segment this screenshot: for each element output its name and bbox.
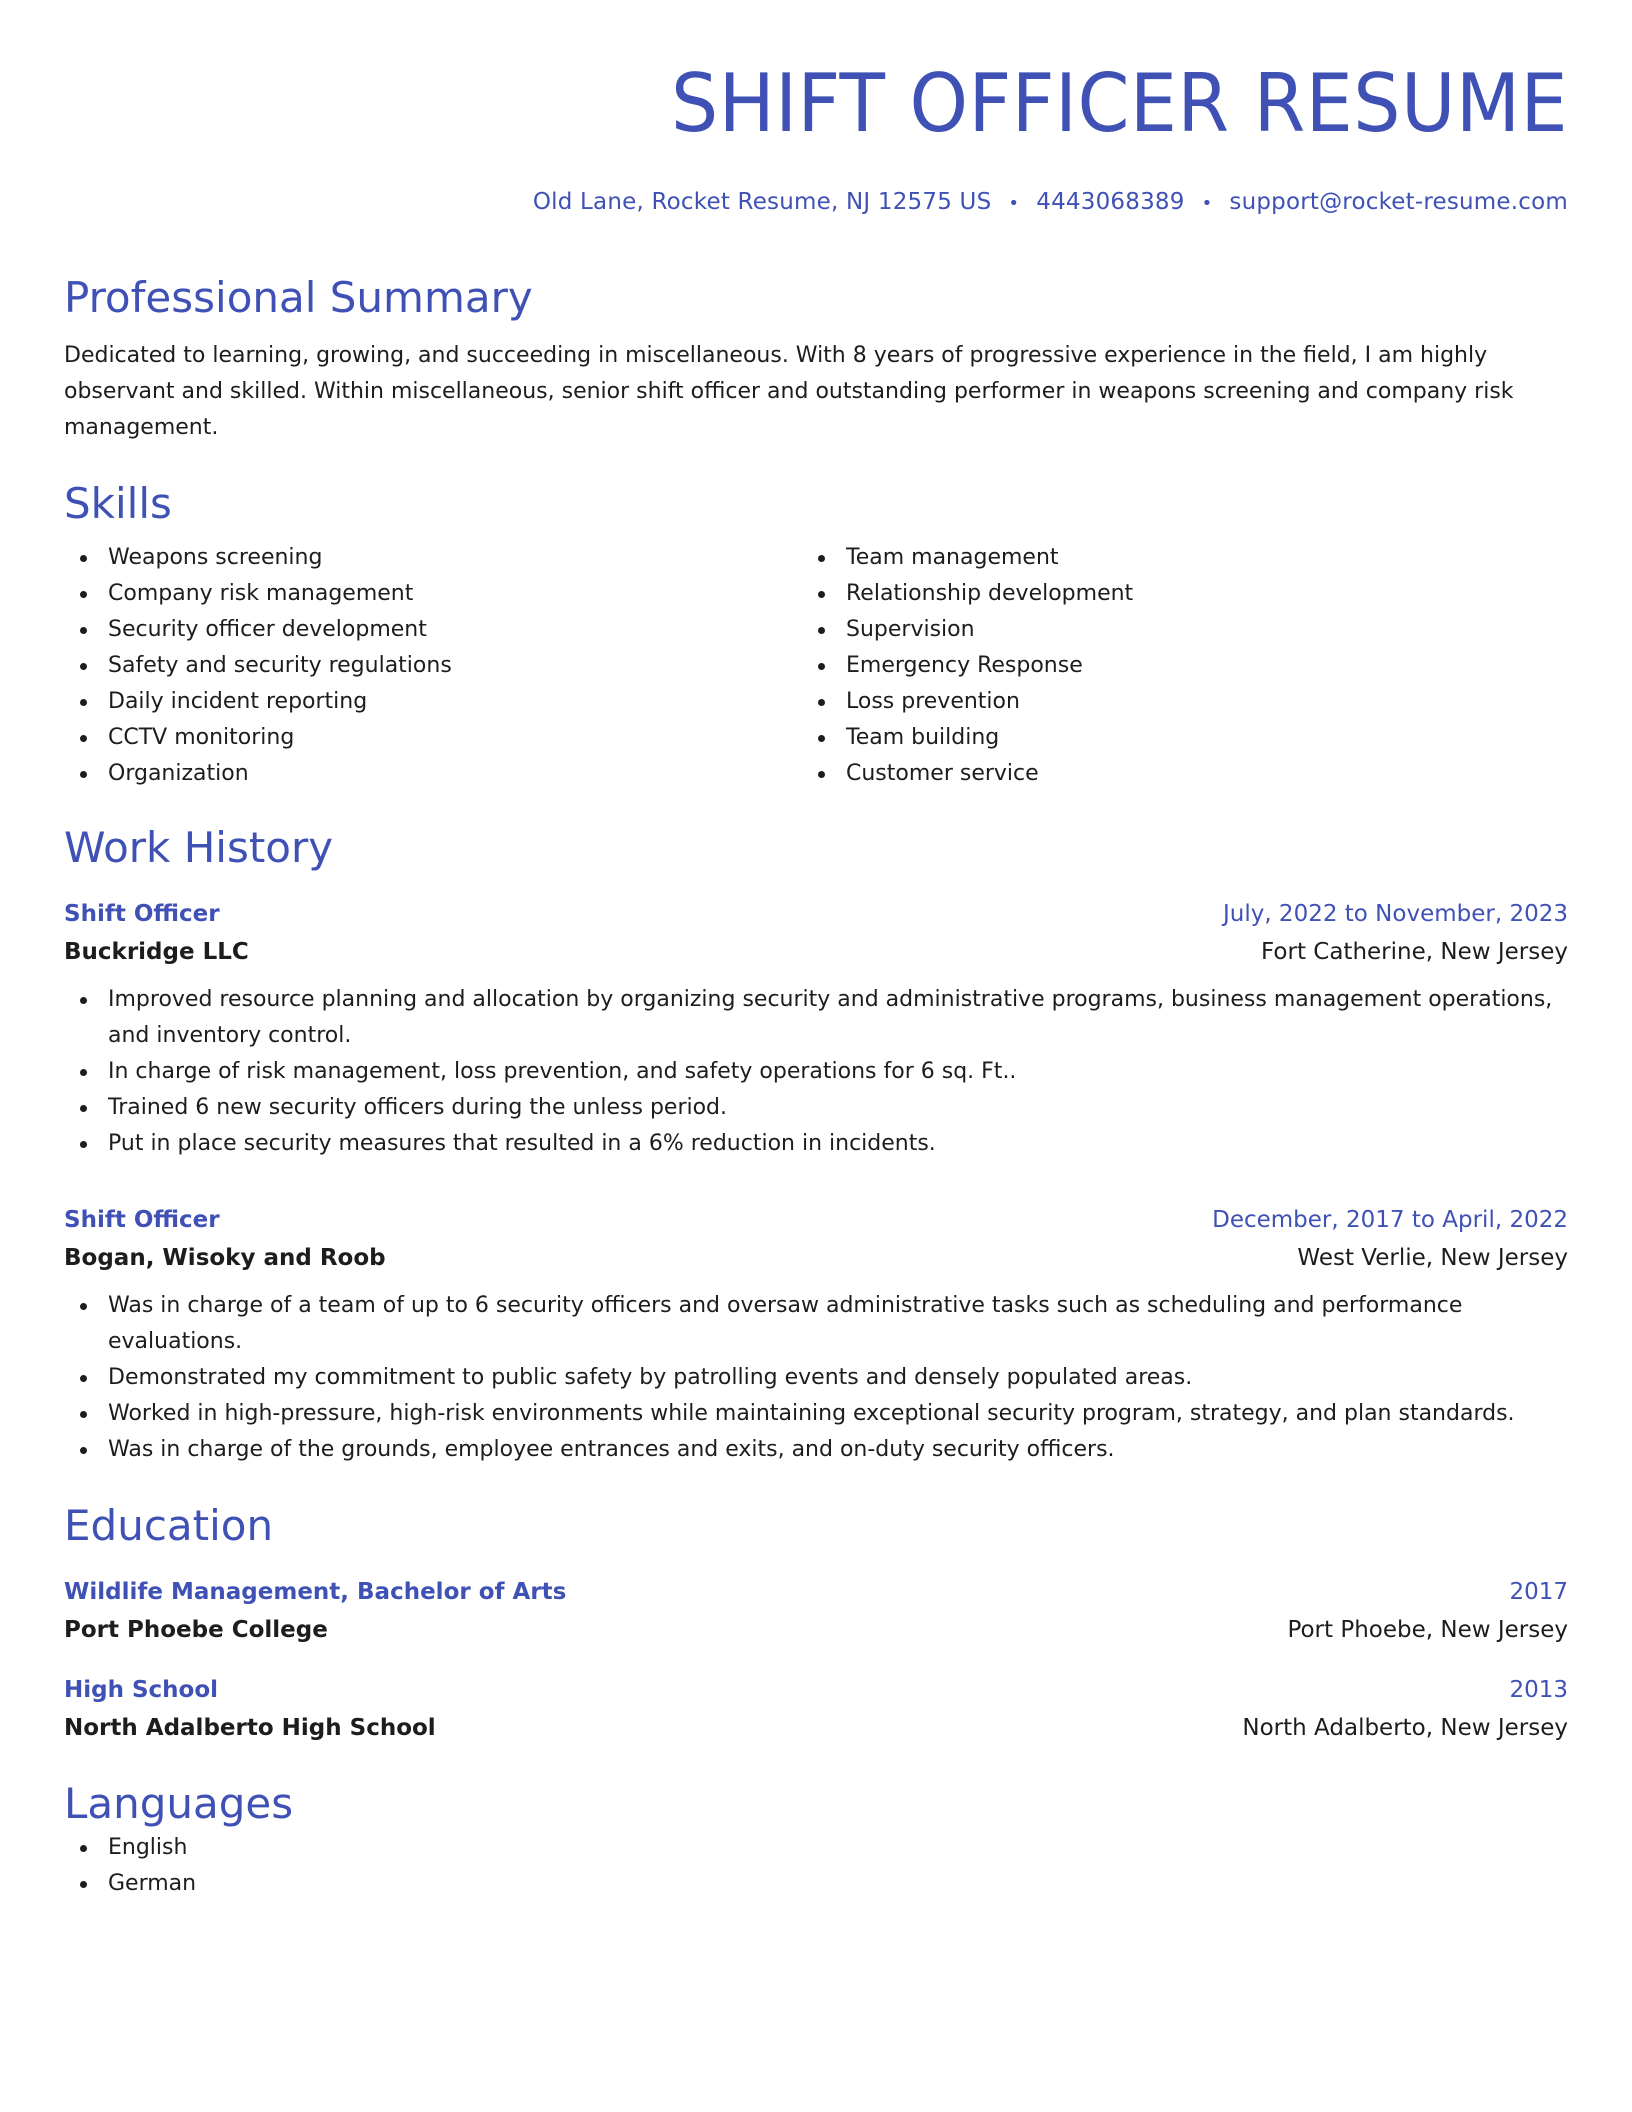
bullet-dot xyxy=(80,663,87,670)
bullet-dot xyxy=(818,663,825,670)
job-entry xyxy=(64,1202,1568,1468)
education-school: North Adalberto High School xyxy=(64,1715,436,1741)
job-bullet-text: Put in place security measures that resulted in a 6% reduction in incidents. xyxy=(108,1131,936,1156)
skill-label: Security officer development xyxy=(108,617,427,642)
job-company-row xyxy=(64,932,1568,972)
language-item xyxy=(64,1830,1568,1866)
bullet-dot xyxy=(80,735,87,742)
skills-list-left xyxy=(64,540,802,792)
education-degree: High School xyxy=(64,1677,219,1703)
skill-item xyxy=(802,540,1540,576)
education-degree-row xyxy=(64,1672,1568,1708)
language-item xyxy=(64,1866,1568,1902)
skill-item xyxy=(64,540,802,576)
bullet-dot xyxy=(818,735,825,742)
job-bullet xyxy=(64,1288,1568,1360)
education-degree-row xyxy=(64,1574,1568,1610)
summary-text: Dedicated to learning, growing, and succeeding in miscellaneous. With 8 years of progressive experience in the field, I am highly observant and skilled. Within miscellaneous, senior shift officer and outstanding performer in weapons screening and company risk management. xyxy=(64,343,1514,440)
education-location: North Adalberto, New Jersey xyxy=(1242,1715,1568,1741)
job-bullet xyxy=(64,1396,1568,1432)
bullet-separator: • xyxy=(1008,193,1020,214)
job-dates: July, 2022 to November, 2023 xyxy=(1222,901,1568,927)
bullet-dot xyxy=(80,1881,87,1888)
skill-item xyxy=(64,756,802,792)
job-dates: December, 2017 to April, 2022 xyxy=(1212,1207,1568,1233)
job-bullet-text: Was in charge of the grounds, employee entrances and exits, and on-duty security officers. xyxy=(108,1437,1115,1462)
skills-heading: Skills xyxy=(64,479,172,528)
job-bullets xyxy=(64,982,1568,1162)
job-entry xyxy=(64,896,1568,1162)
bullet-dot xyxy=(80,1845,87,1852)
job-bullet xyxy=(64,1432,1568,1468)
job-bullets xyxy=(64,1288,1568,1468)
job-bullet xyxy=(64,1090,1568,1126)
bullet-dot xyxy=(80,771,87,778)
contact-email[interactable]: support@rocket-resume.com xyxy=(1229,189,1568,215)
bullet-dot xyxy=(80,591,87,598)
job-title-row xyxy=(64,1202,1568,1238)
skill-label: Company risk management xyxy=(108,581,414,606)
job-company-row xyxy=(64,1238,1568,1278)
skill-label: Daily incident reporting xyxy=(108,689,368,714)
bullet-dot xyxy=(818,555,825,562)
education-school: Port Phoebe College xyxy=(64,1617,328,1643)
skill-label: Safety and security regulations xyxy=(108,653,452,678)
summary-heading: Professional Summary xyxy=(64,273,533,322)
contact-phone: 4443068389 xyxy=(1036,189,1185,215)
bullet-dot xyxy=(80,997,87,1004)
skill-label: Emergency Response xyxy=(846,653,1083,678)
job-role: Shift Officer xyxy=(64,1207,220,1233)
bullet-dot xyxy=(80,1411,87,1418)
job-bullet-text: Improved resource planning and allocation by organizing security and administrative programs, business management operations, and inventory control. xyxy=(108,987,1553,1048)
skill-item xyxy=(802,576,1540,612)
job-company: Buckridge LLC xyxy=(64,939,249,965)
education-location: Port Phoebe, New Jersey xyxy=(1287,1617,1568,1643)
job-bullet xyxy=(64,1054,1568,1090)
job-bullet xyxy=(64,982,1568,1054)
job-bullet-text: Worked in high-pressure, high-risk environments while maintaining exceptional security program, strategy, and plan standards. xyxy=(108,1401,1515,1426)
skill-item xyxy=(802,648,1540,684)
skill-label: CCTV monitoring xyxy=(108,725,295,750)
education-entry xyxy=(64,1574,1568,1650)
skill-item xyxy=(64,576,802,612)
job-location: Fort Catherine, New Jersey xyxy=(1261,939,1568,965)
bullet-dot xyxy=(80,1141,87,1148)
job-location: West Verlie, New Jersey xyxy=(1297,1245,1568,1271)
skill-item xyxy=(802,720,1540,756)
skill-item xyxy=(64,612,802,648)
education-school-row xyxy=(64,1708,1568,1748)
work-history-heading: Work History xyxy=(64,823,334,872)
language-label: English xyxy=(108,1835,188,1860)
job-bullet-text: Trained 6 new security officers during the unless period. xyxy=(108,1095,728,1120)
contact-address: Old Lane, Rocket Resume, NJ 12575 US xyxy=(532,189,992,215)
skill-item xyxy=(802,756,1540,792)
skill-label: Organization xyxy=(108,761,249,786)
education-degree: Wildlife Management, Bachelor of Arts xyxy=(64,1579,567,1605)
job-title-row xyxy=(64,896,1568,932)
bullet-dot xyxy=(818,627,825,634)
bullet-dot xyxy=(80,699,87,706)
skill-label: Team building xyxy=(846,725,1000,750)
skill-label: Loss prevention xyxy=(846,689,1020,714)
skill-item xyxy=(64,648,802,684)
job-bullet xyxy=(64,1126,1568,1162)
bullet-dot xyxy=(80,1069,87,1076)
resume-title: SHIFT OFFICER RESUME xyxy=(671,57,1568,150)
job-bullet-text: Was in charge of a team of up to 6 security officers and oversaw administrative tasks such as scheduling and performance evaluations. xyxy=(108,1293,1463,1354)
skill-item xyxy=(802,612,1540,648)
bullet-dot xyxy=(80,1375,87,1382)
language-label: German xyxy=(108,1871,197,1896)
bullet-dot xyxy=(80,555,87,562)
skill-label: Supervision xyxy=(846,617,975,642)
skills-list-right xyxy=(802,540,1540,792)
skill-label: Customer service xyxy=(846,761,1039,786)
education-school-row xyxy=(64,1610,1568,1650)
skill-item xyxy=(802,684,1540,720)
languages-list xyxy=(64,1830,1568,1902)
bullet-dot xyxy=(80,1447,87,1454)
job-bullet-text: In charge of risk management, loss prevention, and safety operations for 6 sq. Ft.. xyxy=(108,1059,1017,1084)
skill-item xyxy=(64,684,802,720)
job-bullet-text: Demonstrated my commitment to public safety by patrolling events and densely populated areas. xyxy=(108,1365,1193,1390)
education-year: 2013 xyxy=(1509,1677,1568,1703)
education-entry xyxy=(64,1672,1568,1748)
job-company: Bogan, Wisoky and Roob xyxy=(64,1245,386,1271)
skills-columns xyxy=(64,540,1568,792)
education-year: 2017 xyxy=(1509,1579,1568,1605)
bullet-dot xyxy=(80,1303,87,1310)
skill-label: Team management xyxy=(846,545,1059,570)
education-heading: Education xyxy=(64,1501,274,1550)
bullet-dot xyxy=(818,699,825,706)
bullet-separator: • xyxy=(1201,193,1213,214)
bullet-dot xyxy=(818,771,825,778)
bullet-dot xyxy=(80,1105,87,1112)
contact-line xyxy=(64,188,1568,218)
skill-item xyxy=(64,720,802,756)
bullet-dot xyxy=(818,591,825,598)
skill-label: Relationship development xyxy=(846,581,1134,606)
languages-heading: Languages xyxy=(64,1779,294,1828)
job-bullet xyxy=(64,1360,1568,1396)
bullet-dot xyxy=(80,627,87,634)
resume-header xyxy=(64,56,1568,218)
job-role: Shift Officer xyxy=(64,901,220,927)
skill-label: Weapons screening xyxy=(108,545,323,570)
